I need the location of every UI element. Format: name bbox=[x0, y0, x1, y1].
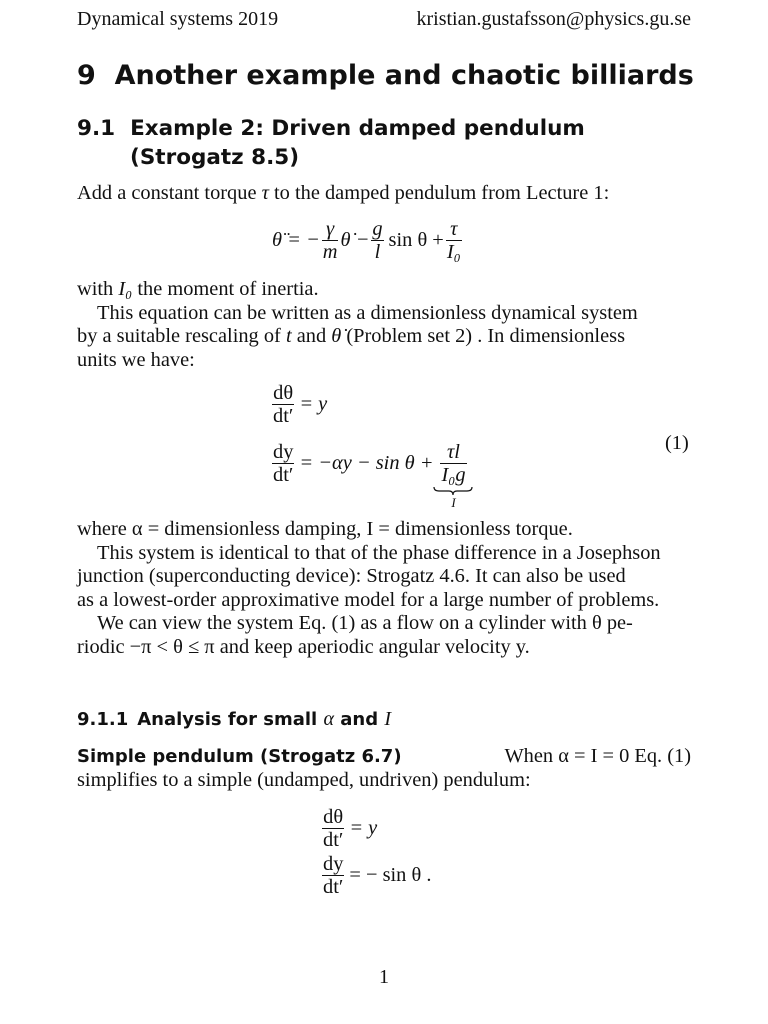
section-heading bbox=[77, 60, 694, 91]
page-number: 1 bbox=[379, 966, 389, 988]
running-header-left: Dynamical systems 2019 bbox=[77, 8, 279, 30]
p1-with-a: with bbox=[77, 278, 119, 300]
simple-pendulum-system bbox=[320, 806, 431, 898]
underbrace-label: I bbox=[451, 495, 456, 510]
subsubsection-heading bbox=[77, 708, 391, 731]
p2-line5: We can view the system Eq. (1) as a flow on a cylinder with θ pe- bbox=[97, 612, 633, 634]
eq0-f3-den: I₀ bbox=[446, 241, 461, 263]
intro-text-a: Add a constant torque bbox=[77, 182, 262, 204]
subsection-title-line2: (Strogatz 8.5) bbox=[130, 145, 300, 170]
p1-line2: This equation can be written as a dimensionless dynamical system bbox=[97, 301, 638, 324]
section-title: Another example and chaotic billiards bbox=[114, 60, 694, 91]
eq1-r1-rhs: = y bbox=[299, 393, 328, 415]
eq0-frac-gamma-m bbox=[322, 218, 339, 263]
eq0-frac-g-l bbox=[371, 218, 383, 263]
eq2-r2-den: dt′ bbox=[323, 876, 344, 898]
eq1-row1 bbox=[270, 382, 473, 427]
p1-line4: units we have: bbox=[77, 348, 195, 371]
paragraph-rescaling bbox=[77, 278, 691, 372]
eq1-r2-frac bbox=[272, 441, 294, 486]
eq2-row1 bbox=[320, 806, 431, 851]
eq2-r1-den: dt′ bbox=[323, 829, 344, 851]
eq2-r2-frac bbox=[322, 853, 344, 898]
p3-bold-run-in: Simple pendulum (Strogatz 6.7) bbox=[77, 746, 402, 767]
alpha-symbol: α bbox=[323, 708, 334, 730]
intro-line bbox=[77, 182, 609, 206]
p3-line1-rest: When α = I = 0 Eq. (1) bbox=[504, 745, 691, 767]
paragraph-simple-pendulum bbox=[77, 745, 691, 792]
tau-symbol: τ bbox=[261, 182, 269, 204]
eq0-f3-num: τ bbox=[450, 218, 458, 240]
eq0-f1-den: m bbox=[322, 241, 338, 263]
p1-line3-b: and bbox=[291, 325, 332, 347]
equation-number: (1) bbox=[665, 432, 689, 454]
p1-line3-a: by a suitable rescaling of bbox=[77, 325, 286, 347]
eq0-frac-tau-I0 bbox=[446, 218, 462, 263]
p1-line3-c: (Problem set 2) . In dimensionless bbox=[341, 325, 626, 347]
eq2-r1-frac bbox=[322, 806, 344, 851]
eq2-r2-rhs: = − sin θ . bbox=[349, 864, 432, 886]
running-header-right: kristian.gustafsson@physics.gu.se bbox=[416, 8, 691, 30]
eq0-lhs: θ̈ = − bbox=[272, 229, 320, 251]
eq1-r1-num: dθ bbox=[273, 382, 294, 404]
eq0-mid2: sin θ + bbox=[388, 229, 444, 251]
eq1-r2-num: dy bbox=[273, 440, 294, 463]
eq1-r1-den: dt′ bbox=[273, 405, 294, 427]
intro-text-b: to the damped pendulum from Lecture 1: bbox=[268, 182, 610, 204]
subsubsection-title-b: and bbox=[333, 709, 385, 730]
thetadot-symbol: θ̇ bbox=[331, 325, 342, 347]
eq1-r2-den: dt′ bbox=[273, 463, 294, 486]
eq1-r2-fnum: τl bbox=[446, 441, 460, 463]
eq2-row2 bbox=[320, 853, 431, 898]
eq0-mid1: θ̇ − bbox=[340, 229, 370, 251]
subsection-heading bbox=[77, 114, 585, 172]
eq1-r2-torque-frac bbox=[440, 441, 466, 486]
eq1-r2-rhs: = −αy − sin θ + bbox=[299, 451, 434, 474]
eq1-r1-frac bbox=[272, 382, 294, 427]
p1-line3 bbox=[77, 325, 691, 349]
eq2-r2-num: dy bbox=[323, 853, 344, 875]
dimensionless-system bbox=[270, 382, 473, 510]
I0-symbol: I₀ bbox=[118, 278, 133, 300]
p1-with-b: the moment of inertia. bbox=[132, 278, 319, 300]
eq1-r2-fden: I₀g bbox=[441, 464, 466, 486]
eq1-row2 bbox=[270, 429, 473, 510]
p2-line3: junction (superconducting device): Strogatz 4.6. It can also be used bbox=[77, 565, 626, 587]
t-symbol: t bbox=[285, 325, 292, 347]
subsubsection-number: 9.1.1 bbox=[77, 709, 129, 730]
eq0-f1-num: γ bbox=[326, 218, 335, 240]
p2-line6: riodic −π < θ ≤ π and keep aperiodic angular velocity y. bbox=[77, 635, 530, 658]
p2-line2: This system is identical to that of the phase difference in a Josephson bbox=[97, 541, 661, 564]
section-number: 9 bbox=[77, 60, 96, 91]
eq2-r1-rhs: = y bbox=[349, 817, 378, 839]
eq2-r1-num: dθ bbox=[323, 806, 344, 828]
subsection-number: 9.1 bbox=[77, 116, 116, 141]
eq0-f2-num: g bbox=[372, 218, 383, 240]
pendulum-equation bbox=[272, 218, 464, 263]
eq1-underbrace-group bbox=[433, 441, 473, 509]
subsection-title-line1: Example 2: Driven damped pendulum bbox=[130, 116, 585, 141]
I-symbol: I bbox=[384, 708, 392, 730]
subsubsection-title-a: Analysis for small bbox=[137, 709, 324, 730]
p1-line1 bbox=[77, 278, 691, 302]
eq0-f2-den: l bbox=[374, 241, 381, 263]
p3-line1 bbox=[77, 745, 691, 769]
p2-line1: where α = dimensionless damping, I = dimensionless torque. bbox=[77, 518, 573, 540]
p2-line4: as a lowest-order approximative model for a large number of problems. bbox=[77, 588, 660, 611]
paragraph-josephson bbox=[77, 518, 691, 659]
p3-line2: simplifies to a simple (undamped, undriven) pendulum: bbox=[77, 768, 531, 791]
